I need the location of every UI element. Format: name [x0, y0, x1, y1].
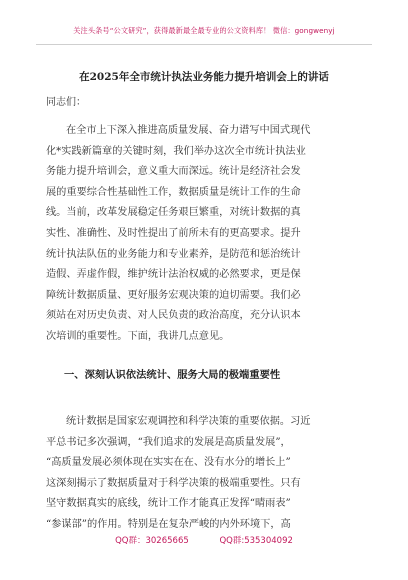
- promo-header: 关注头条号“公文研究”，获得最新最全最专业的公文资料库！ 微信：gongwenyj: [73, 26, 335, 35]
- qq-group-1: QQ群：30265665: [115, 536, 189, 546]
- qq-group-2: QQ群:535304092: [219, 536, 293, 546]
- paragraph-line: 展的重要综合性基础性工作，数据质量是统计工作的生命: [46, 186, 301, 198]
- promo-footer: [0, 534, 408, 546]
- paragraph-line: 在全市上下深入推进高质量发展、奋力谱写中国式现代: [66, 125, 311, 136]
- paragraph-line: 统计数据是国家宏观调控和科学决策的重要依据。习近: [66, 416, 311, 427]
- paragraph-line: 障统计数据质量、更好服务宏观决策的迫切需要。我们必: [46, 289, 301, 301]
- paragraph-line: 平总书记多次强调，“我们追求的发展是高质量发展”，: [46, 436, 291, 448]
- section-heading: 一、深刻认识依法统计、服务大局的极端重要性: [64, 369, 281, 381]
- paragraph-line: 这深刻揭示了数据质量对于科学决策的极端重要性。只有: [46, 477, 301, 489]
- paragraph-line: 次培训的重要性。下面，我讲几点意见。: [46, 330, 230, 342]
- paragraph-line: 坚守数据真实的底线，统计工作才能真正发挥“晴雨表”: [46, 498, 291, 510]
- header-divider: [36, 44, 372, 45]
- paragraph-line: 统计执法队伍的业务能力和专业素养，是防范和惩治统计: [46, 248, 301, 260]
- salutation: 同志们：: [46, 97, 86, 108]
- paragraph-line: 须站在对历史负责、对人民负责的政治高度，充分认识本: [46, 310, 301, 322]
- paragraph-line: 实性、准确性、及时性提出了前所未有的更高要求。提升: [46, 227, 301, 239]
- paragraph-intro: [46, 121, 362, 348]
- paragraph-section1: [46, 412, 362, 536]
- paragraph-line: 造假、弄虚作假，维护统计法治权威的必然要求，更是保: [46, 269, 301, 281]
- paragraph-line: 务能力提升培训会，意义重大而深远。统计是经济社会发: [46, 166, 301, 178]
- paragraph-line: “参谋部”的作用。特别是在复杂严峻的内外环境下，高: [46, 518, 291, 530]
- document-title: 在2025年全市统计执法业务能力提升培训会上的讲话: [79, 71, 329, 83]
- paragraph-line: 化*实践新篇章的关键时刻，我们举办这次全市统计执法业: [46, 145, 306, 157]
- paragraph-line: 线。当前，改革发展稳定任务艰巨繁重，对统计数据的真: [46, 207, 301, 219]
- paragraph-line: “高质量发展必须体现在实实在在、没有水分的增长上”: [46, 457, 291, 469]
